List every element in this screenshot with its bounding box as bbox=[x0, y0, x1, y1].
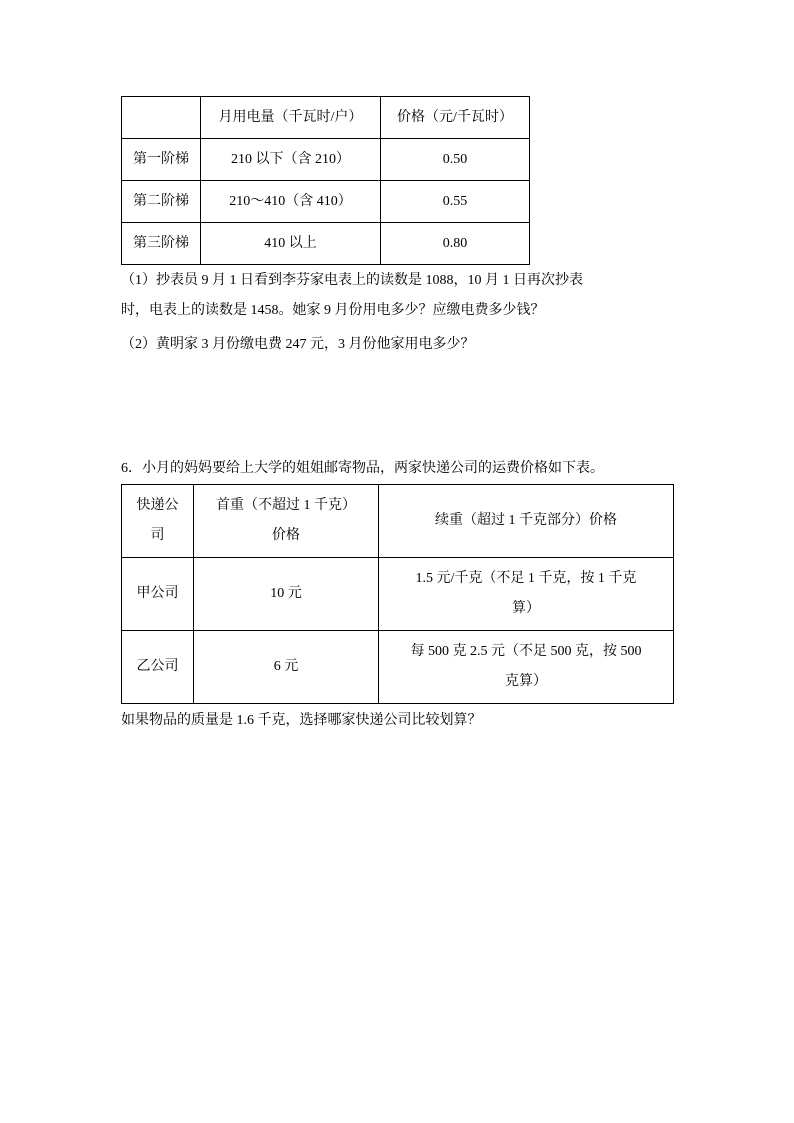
table-cell bbox=[379, 631, 674, 704]
table-row bbox=[122, 223, 530, 265]
header-line: 价格 bbox=[272, 528, 300, 543]
table-header bbox=[194, 485, 379, 558]
table-cell: 10 元 bbox=[194, 558, 379, 631]
table-cell: 第二阶梯 bbox=[122, 181, 201, 223]
problem-6-question: 如果物品的质量是 1.6 千克，选择哪家快递公司比较划算？ bbox=[121, 713, 482, 728]
table-cell: 甲公司 bbox=[122, 558, 194, 631]
table-cell bbox=[122, 97, 201, 139]
table-cell: 210 以下（含 210） bbox=[201, 139, 381, 181]
electricity-tier-table bbox=[121, 96, 530, 265]
table-row bbox=[122, 631, 674, 704]
table-cell bbox=[379, 558, 674, 631]
table-header: 价格（元/千瓦时） bbox=[381, 97, 530, 139]
table-cell: 210～410（含 410） bbox=[201, 181, 381, 223]
table-cell: 410 以上 bbox=[201, 223, 381, 265]
problem-6-title: 6．小月的妈妈要给上大学的姐姐邮寄物品，两家快递公司的运费价格如下表。 bbox=[121, 461, 604, 476]
table-cell: 0.50 bbox=[381, 139, 530, 181]
table-header: 月用电量（千瓦时/户） bbox=[201, 97, 381, 139]
table-row bbox=[122, 139, 530, 181]
header-line: 司 bbox=[150, 528, 165, 543]
table-cell: 0.80 bbox=[381, 223, 530, 265]
table-cell: 6 元 bbox=[194, 631, 379, 704]
header-line: 首重（不超过 1 千克） bbox=[216, 498, 356, 513]
shipping-price-table bbox=[121, 484, 674, 704]
table-cell: 第三阶梯 bbox=[122, 223, 201, 265]
table-header bbox=[122, 485, 194, 558]
table-row bbox=[122, 558, 674, 631]
cell-line: 每 500 克 2.5 元（不足 500 克，按 500 bbox=[410, 644, 642, 659]
cell-line: 算） bbox=[512, 601, 540, 616]
question-1-line-2: 时，电表上的读数是 1458。她家 9 月份用电多少？应缴电费多少钱？ bbox=[121, 303, 545, 318]
table-cell: 乙公司 bbox=[122, 631, 194, 704]
table-cell: 0.55 bbox=[381, 181, 530, 223]
header-line: 快递公 bbox=[136, 498, 179, 513]
table-row bbox=[122, 181, 530, 223]
table-cell: 第一阶梯 bbox=[122, 139, 201, 181]
cell-line: 1.5 元/千克（不足 1 千克，按 1 千克 bbox=[415, 571, 637, 586]
table-header: 续重（超过 1 千克部分）价格 bbox=[379, 485, 674, 558]
table-row bbox=[122, 485, 674, 558]
table-row bbox=[122, 97, 530, 139]
question-2: （2）黄明家 3 月份缴电费 247 元，3 月份他家用电多少？ bbox=[121, 337, 475, 352]
cell-line: 克算） bbox=[505, 674, 547, 689]
question-1-line-1: （1）抄表员 9 月 1 日看到李芬家电表上的读数是 1088，10 月 1 日再次抄表 bbox=[121, 273, 583, 288]
